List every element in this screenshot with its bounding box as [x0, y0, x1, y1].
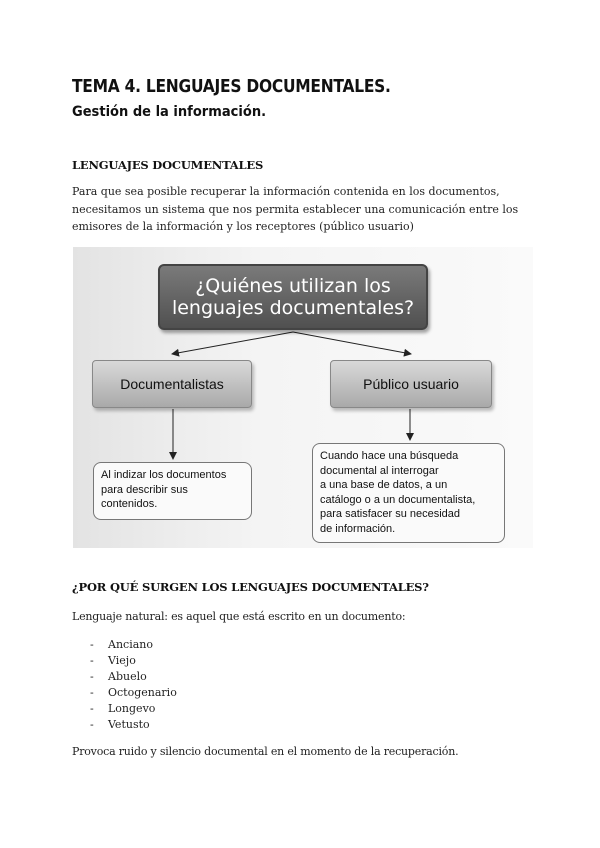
note-line: a una base de datos, a un — [320, 479, 448, 491]
note-line: contenidos. — [101, 498, 158, 510]
list-item: - Abuelo — [90, 670, 147, 683]
main-question-line2: lenguajes documentales? — [171, 297, 415, 319]
publico-usuario-note — [312, 443, 505, 543]
note-line: para satisfacer su necesidad — [320, 508, 461, 520]
documentalistas-note — [93, 462, 252, 520]
diagram-quienes-utilizan — [73, 247, 533, 548]
arrow-to-publico — [293, 332, 411, 354]
note-line: Cuando hace una búsqueda — [320, 450, 459, 462]
note-line: de información. — [320, 522, 396, 535]
synonym-list — [90, 637, 177, 733]
arrow-to-documentalistas — [172, 332, 293, 354]
list-item: - Anciano — [90, 638, 153, 651]
list-item: - Vetusto — [90, 718, 150, 731]
note-line: Al indizar los documentos — [101, 469, 227, 481]
intro-paragraph: Para que sea posible recuperar la información contenida en los documentos, necesitamos un sistema que nos permita establecer una comunicación entre los emisores de la información y los receptores (público usuario) — [72, 185, 519, 233]
list-item: - Longevo — [90, 702, 156, 715]
document-title: TEMA 4. LENGUAJES DOCUMENTALES. — [72, 76, 391, 97]
diagram-main-question-box — [158, 264, 428, 330]
section-heading-por-que: ¿POR QUÉ SURGEN LOS LENGUAJES DOCUMENTALES? — [72, 580, 429, 594]
section-heading-lenguajes: LENGUAJES DOCUMENTALES — [72, 158, 264, 172]
list-item: - Octogenario — [90, 686, 177, 699]
conclusion-text: Provoca ruido y silencio documental en el momento de la recuperación. — [72, 745, 459, 758]
note-line: para describir sus — [101, 483, 188, 496]
list-item: - Viejo — [90, 654, 136, 667]
publico-usuario-box: Público usuario — [330, 360, 492, 408]
natural-language-intro: Lenguaje natural: es aquel que está escrito en un documento: — [72, 610, 406, 623]
document-subtitle: Gestión de la información. — [72, 104, 267, 120]
note-line: catálogo o a un documentalista, — [320, 493, 476, 506]
note-line: documental al interrogar — [320, 464, 439, 477]
main-question-line1: ¿Quiénes utilizan los — [195, 275, 391, 297]
documentalistas-box: Documentalistas — [92, 360, 252, 408]
